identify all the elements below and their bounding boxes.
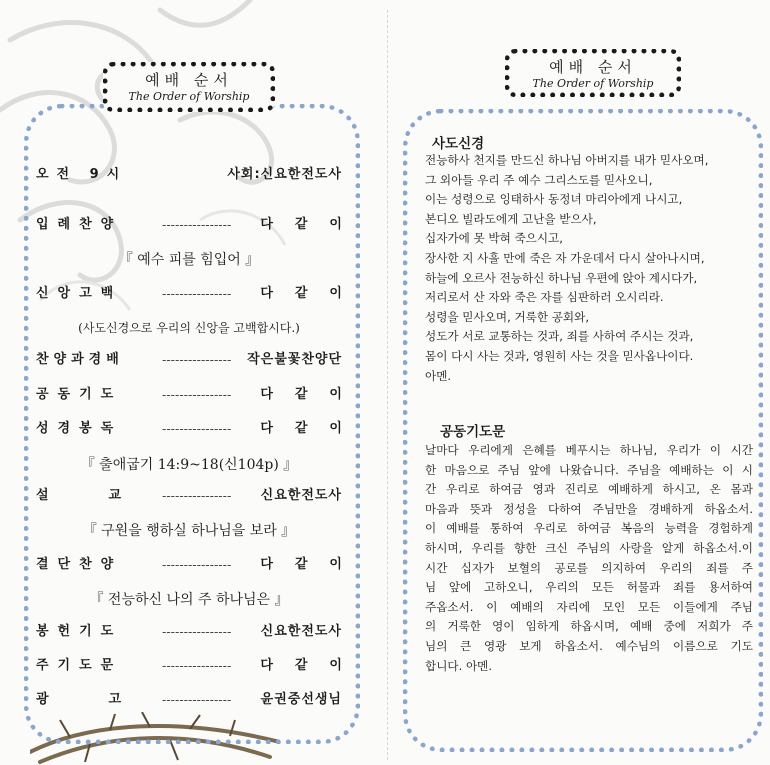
prayer-line: 님 앞에 고하오니, 우리의 모든 허물과 죄를 용서하여 bbox=[425, 580, 753, 595]
item-leader-dots: ---------------- bbox=[162, 489, 232, 503]
item-leader-dots: ---------------- bbox=[162, 218, 232, 232]
order-item-praise bbox=[36, 350, 342, 370]
order-item-creed bbox=[36, 284, 364, 304]
item-who: 다같이 bbox=[260, 286, 364, 301]
fold-line bbox=[387, 10, 388, 760]
tag-subtitle: The Order of Worship bbox=[532, 77, 654, 90]
entrance-song-title: 『 예수 피를 힘입어 』 bbox=[118, 252, 260, 268]
item-who: 다같이 bbox=[260, 387, 364, 402]
item-who: 작은불꽃찬양단 bbox=[247, 352, 342, 367]
item-name: 입례찬양 bbox=[36, 217, 123, 232]
prayer-line: 시간 십자가 보혈의 공로를 의지하여 우리의 죄를 주 bbox=[425, 560, 753, 575]
prayer-line: 의 거룩한 영이 임하게 하옵시며, 예배 중에 저희가 주 bbox=[425, 619, 753, 634]
item-who: 윤권중선생님 bbox=[260, 692, 342, 707]
order-item-sermon bbox=[36, 486, 342, 506]
item-leader-dots: ---------------- bbox=[162, 625, 232, 639]
item-leader-dots: ---------------- bbox=[162, 287, 232, 301]
creed-line: 하늘에 오르사 전능하신 하나님 우편에 앉아 계시다가, bbox=[425, 270, 698, 285]
prayer-line: 합니다. 아멘. bbox=[425, 658, 493, 673]
item-leader-dots: ---------------- bbox=[162, 353, 232, 367]
order-item-lords-prayer bbox=[36, 656, 364, 676]
item-leader-dots: ---------------- bbox=[162, 388, 232, 402]
creed-text bbox=[425, 151, 753, 386]
prayer-line: 님의 큰 영광 보게 하옵소서. 예수님의 이름으로 기도 bbox=[425, 638, 753, 653]
item-name: 광고 bbox=[36, 692, 182, 707]
item-name: 봉헌기도 bbox=[36, 624, 123, 639]
sermon-title: 『 구원을 행하실 하나님을 보라 』 bbox=[82, 523, 296, 539]
item-leader-dots: ---------------- bbox=[162, 659, 232, 673]
common-prayer-title: 공동기도문 bbox=[440, 424, 506, 440]
creed-line: 그 외아들 우리 주 예수 그리스도를 믿사오니, bbox=[425, 172, 653, 187]
tag-title: 예배 순서 bbox=[549, 58, 637, 76]
service-time: 오전 9시 bbox=[36, 167, 128, 182]
prayer-line: 날마다 우리에게 은혜를 베푸시는 하나님, 우리가 이 시간 bbox=[425, 443, 753, 457]
common-prayer-text bbox=[425, 441, 753, 676]
creed-note: (사도신경으로 우리의 신앙을 고백합시다.) bbox=[78, 321, 300, 335]
creed-line: 전능하사 천지를 만드신 하나님 아버지를 내가 믿사오며, bbox=[425, 153, 709, 167]
service-header bbox=[36, 165, 342, 185]
prayer-line: 한 마음으로 주님 앞에 나왔습니다. 주님을 예배하는 이 시 bbox=[425, 462, 753, 477]
prayer-line: 이 예배를 통하여 우리로 하여금 복음의 능력을 경험하게 bbox=[425, 521, 753, 536]
item-name: 설교 bbox=[36, 488, 182, 503]
creed-line: 장사한 지 사흘 만에 죽은 자 가운데서 다시 살아나시며, bbox=[425, 250, 705, 265]
item-who: 다같이 bbox=[260, 217, 364, 232]
creed-title: 사도신경 bbox=[432, 136, 485, 152]
prayer-line: 주옵소서. 이 예배의 자리에 모인 모든 이들에게 주님 bbox=[425, 599, 753, 614]
creed-line: 아멘. bbox=[425, 368, 452, 383]
item-name: 공동기도 bbox=[36, 387, 123, 402]
order-of-worship-tag bbox=[103, 62, 275, 112]
prayer-line: 하시며, 우리를 향한 크신 주님의 사랑을 알게 하옵소서.이 bbox=[425, 540, 753, 555]
creed-line: 이는 성령으로 잉태하사 동정녀 마리아에게 나시고, bbox=[425, 192, 683, 207]
service-host: 사회:신요한전도사 bbox=[227, 167, 342, 182]
order-item-announcements bbox=[36, 690, 342, 710]
item-name: 찬양과경배 bbox=[36, 352, 124, 367]
scripture-reference: 『 출애굽기 14:9~18(신104p) 』 bbox=[80, 457, 298, 473]
item-name: 신앙고백 bbox=[36, 286, 123, 301]
creed-line: 본디오 빌라도에게 고난을 받으사, bbox=[425, 211, 597, 226]
item-who: 신요한전도사 bbox=[260, 488, 342, 503]
item-name: 성경봉독 bbox=[36, 421, 123, 436]
creed-line: 성도가 서로 교통하는 것과, 죄를 사하여 주시는 것과, bbox=[425, 329, 694, 344]
item-name: 결단찬양 bbox=[36, 557, 123, 572]
item-leader-dots: ---------------- bbox=[162, 693, 232, 707]
closing-song-title: 『 전능하신 나의 주 하나님은 』 bbox=[89, 592, 289, 608]
item-name: 주기도문 bbox=[36, 658, 123, 673]
creed-line: 십자가에 못 박혀 죽으시고, bbox=[425, 231, 563, 246]
order-item-offering-prayer bbox=[36, 622, 342, 642]
prayer-line: 마음과 뜻과 정성을 다하여 주님만을 경배하게 하옵소서. bbox=[425, 501, 753, 516]
item-who: 다같이 bbox=[260, 557, 364, 572]
order-item-scripture bbox=[36, 419, 364, 439]
item-who: 신요한전도사 bbox=[260, 624, 342, 639]
order-of-worship-tag-right bbox=[505, 49, 681, 97]
item-who: 다같이 bbox=[260, 658, 364, 673]
item-leader-dots: ---------------- bbox=[162, 422, 232, 436]
item-who: 다같이 bbox=[260, 421, 364, 436]
order-item-common-prayer bbox=[36, 385, 364, 405]
creed-line: 성령을 믿사오며, 거룩한 공회와, bbox=[425, 309, 590, 324]
creed-line: 저리로서 산 자와 죽은 자를 심판하러 오시리라. bbox=[425, 290, 664, 305]
creed-line: 몸이 다시 사는 것과, 영원히 사는 것을 믿사옵나이다. bbox=[425, 348, 694, 363]
tag-title: 예배 순서 bbox=[145, 71, 233, 89]
order-item-closing-song bbox=[36, 555, 364, 575]
prayer-line: 간 우리로 하여금 영과 진리로 예배하게 하시고, 온 몸과 bbox=[425, 482, 753, 497]
item-leader-dots: ---------------- bbox=[162, 558, 232, 572]
tag-subtitle: The Order of Worship bbox=[128, 90, 250, 103]
order-item-entrance-song bbox=[36, 215, 364, 235]
